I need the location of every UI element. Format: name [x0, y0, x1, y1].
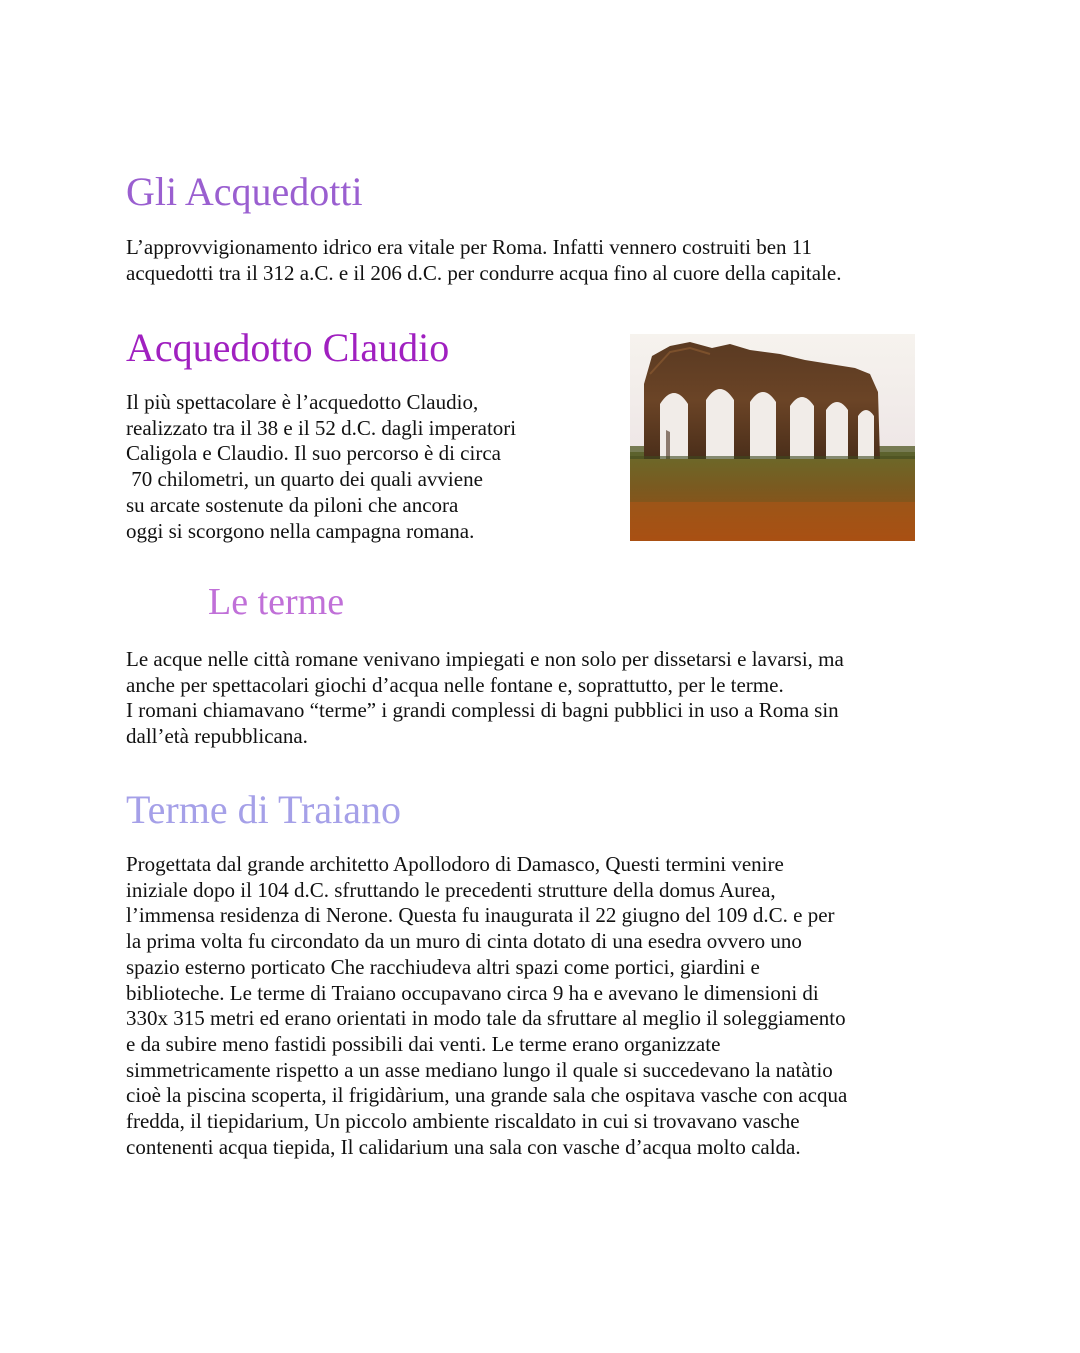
- text-line: contenenti acqua tiepida, Il calidarium una sala con vasche d’acqua molto calda.: [126, 1134, 801, 1159]
- text-line: 70 chilometri, un quarto dei quali avviene: [126, 467, 483, 492]
- text-line: 330x 315 metri ed erano orientati in modo tale da sfruttare al meglio il soleggiamento: [126, 1006, 846, 1031]
- text-line: oggi si scorgono nella campagna romana.: [126, 518, 475, 543]
- text-line: l’immensa residenza di Nerone. Questa fu inaugurata il 22 giugno del 109 d.C. e per: [126, 903, 835, 928]
- text-line: dall’età repubblicana.: [126, 724, 308, 749]
- paragraph-claudio: [126, 390, 516, 544]
- heading-acquedotto-claudio: Acquedotto Claudio: [126, 325, 450, 370]
- heading-gli-acquedotti: Gli Acquedotti: [126, 169, 363, 214]
- heading-terme-di-traiano: Terme di Traiano: [126, 787, 401, 832]
- text-line: biblioteche. Le terme di Traiano occupavano circa 9 ha e avevano le dimensioni di: [126, 980, 819, 1005]
- text-line: la prima volta fu circondato da un muro di cinta dotato di una esedra ovvero uno: [126, 929, 802, 954]
- text-line: acquedotti tra il 312 a.C. e il 206 d.C. per condurre acqua fino al cuore della capitale.: [126, 260, 842, 285]
- paragraph-traiano: [126, 852, 847, 1160]
- paragraph-acquedotti: [126, 235, 841, 286]
- heading-le-terme: Le terme: [208, 581, 345, 623]
- text-line: anche per spettacolari giochi d’acqua nelle fontane e, soprattutto, per le terme.: [126, 672, 784, 697]
- text-line: Il più spettacolare è l’acquedotto Claudio,: [126, 390, 479, 414]
- text-line: Caligola e Claudio. Il suo percorso è di circa: [126, 441, 501, 466]
- paragraph-terme: [126, 647, 844, 750]
- text-line: e da subire meno fastidi possibili dai venti. Le terme erano organizzate: [126, 1031, 721, 1056]
- text-line: Progettata dal grande architetto Apollodoro di Damasco, Questi termini venire: [126, 852, 784, 876]
- text-line: realizzato tra il 38 e il 52 d.C. dagli imperatori: [126, 415, 517, 440]
- text-line: simmetricamente rispetto a un asse mediano lungo il quale si succedevano la natàtio: [126, 1057, 833, 1082]
- text-line: spazio esterno porticato Che racchiudeva altri spazi come portici, giardini e: [126, 954, 760, 979]
- aqueduct-photo: [630, 334, 915, 541]
- text-line: cioè la piscina scoperta, il frigidàrium, una grande sala che ospitava vasche con acqua: [126, 1083, 848, 1108]
- text-line: Le acque nelle città romane venivano impiegati e non solo per dissetarsi e lavarsi, ma: [126, 647, 844, 671]
- text-line: su arcate sostenute da piloni che ancora: [126, 492, 459, 517]
- text-line: L’approvvigionamento idrico era vitale per Roma. Infatti vennero costruiti ben 11: [126, 235, 812, 259]
- text-line: iniziale dopo il 104 d.C. sfruttando le precedenti strutture della domus Aurea,: [126, 877, 776, 902]
- text-line: fredda, il tiepidarium, Un piccolo ambiente riscaldato in cui si trovavano vasche: [126, 1109, 800, 1134]
- text-line: I romani chiamavano “terme” i grandi complessi di bagni pubblici in uso a Roma sin: [126, 698, 839, 723]
